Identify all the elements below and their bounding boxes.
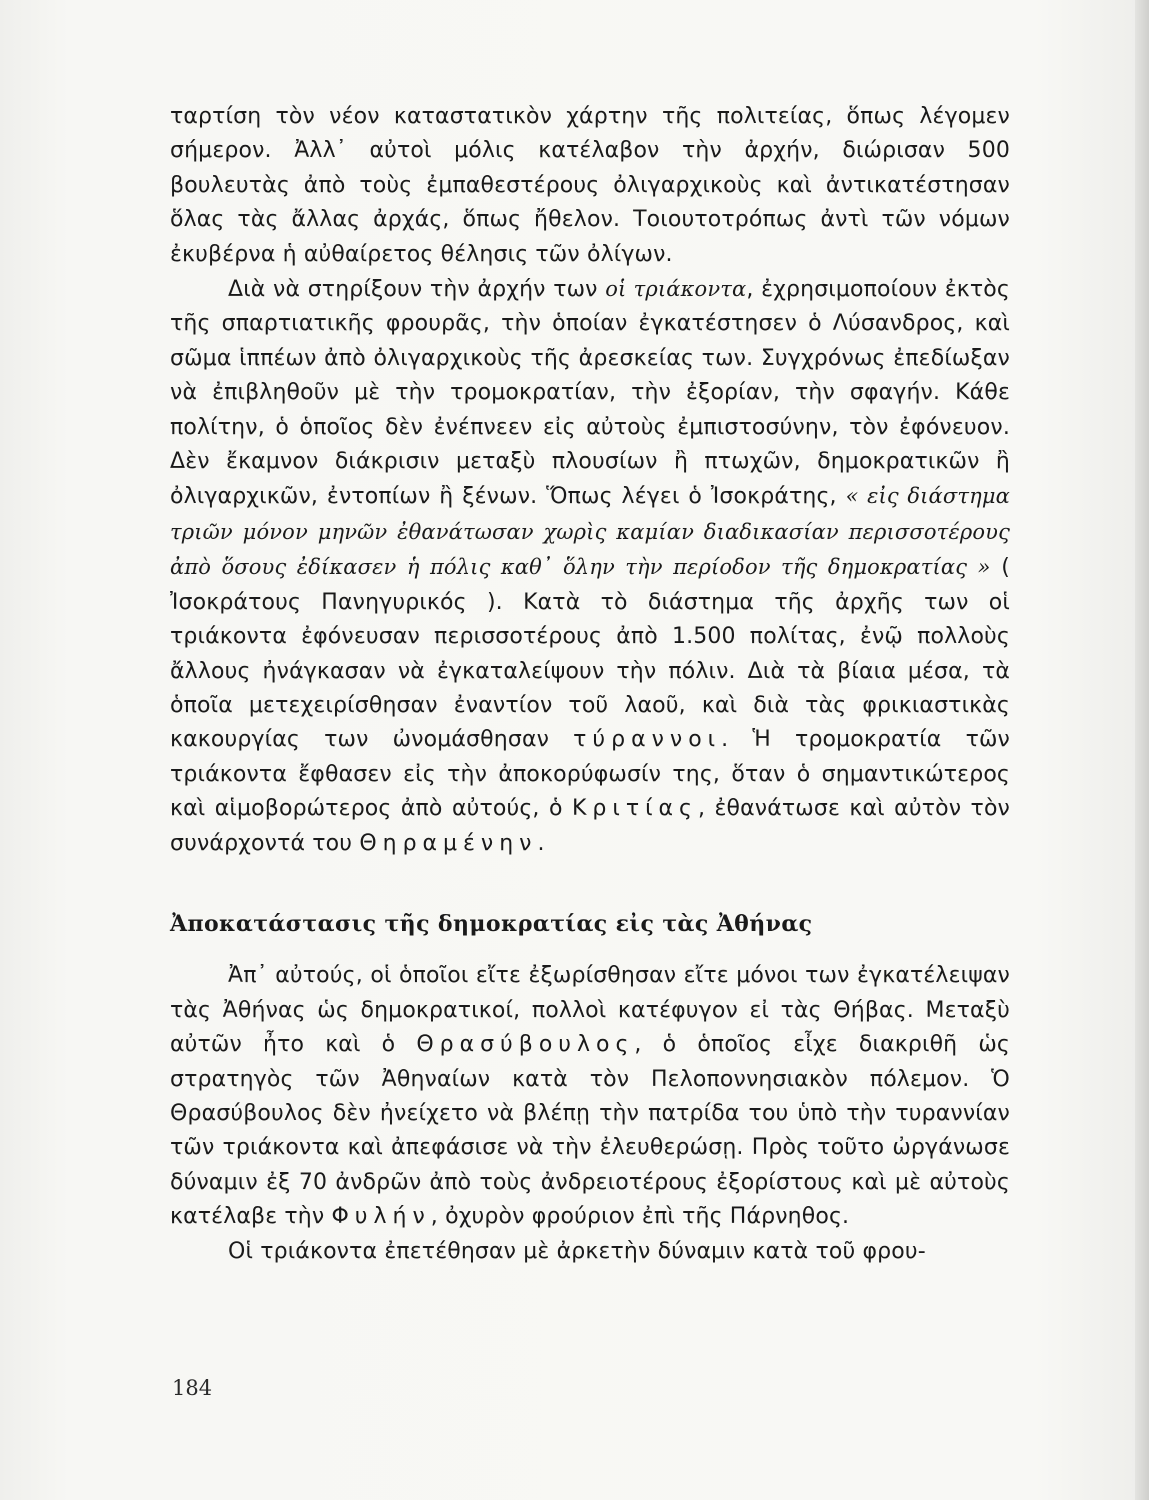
name-kritias: Κριτίας bbox=[572, 796, 698, 822]
paragraph-2-part-4: . Ἡ τρομοκρατία τῶν τριάκοντα ἔφθασεν εἰς τὴν ἀποκορύφωσίν της, ὅταν ὁ σημαντικώτερος καὶ αἱμοβορώτερος ἀπὸ αὐτούς, ὁ bbox=[170, 727, 1010, 822]
page-number: 184 bbox=[172, 1376, 213, 1400]
paragraph-1: ταρτίση τὸν νέον καταστατικὸν χάρτην τῆς πολιτείας, ὅπως λέγομεν σήμερον. Ἀλλ᾽ αὐτοὶ μόλις κατέλαβον τὴν ἀρχήν, διώρισαν 500 βουλευτὰς ἀπὸ τοὺς ἐμπαθεστέρους ὀλιγαρχικοὺς καὶ ἀντικατέστησαν ὅλας τὰς ἄλλας ἀρχάς, ὅπως ἤθελον. Τοιουτοτρόπως ἀντὶ τῶν νόμων ἐκυβέρνα ἡ αὐθαίρετος θέλησις τῶν ὀλίγων. bbox=[170, 104, 1010, 267]
paragraph-2-part-3: ( Ἰσοκράτους Πανηγυρικός ). Κατὰ τὸ διάστημα τῆς ἀρχῆς των οἱ τριάκοντα ἐφόνευσαν περισσοτέρους ἀπὸ 1.500 πολίτας, ἐνῷ πολλοὺς ἄλλους ἠνάγκασαν νὰ ἐγκαταλείψουν τὴν πόλιν. Διὰ τὰ βίαια μέσα, τὰ ὁποῖα μετεχειρίσθησαν ἐναντίον τοῦ λαοῦ, καὶ διὰ τὰς φρικιαστικὰς κακουργίας των ὠνομάσθησαν bbox=[170, 555, 1010, 753]
place-phyle: Φυλήν bbox=[331, 1204, 431, 1230]
isocrates-quote: « εἰς διάστημα τριῶν μόνον μηνῶν ἐθανάτωσαν χωρὶς καμίαν διαδικασίαν περισσοτέρους ἀπὸ ὅσους ἐδίκασεν ἡ πόλις καθ᾽ ὅλην τὴν περίοδον τῆς δημοκρατίας » bbox=[170, 484, 1010, 580]
section-heading: Ἀποκατάστασις τῆς δημοκρατίας εἰς τὰς Ἀθήνας bbox=[170, 910, 813, 937]
emphasis-thirty: οἱ τριάκοντα bbox=[605, 277, 747, 302]
page-edge bbox=[1135, 0, 1149, 1500]
paragraph-3 bbox=[170, 959, 1010, 1234]
main-text bbox=[170, 100, 1010, 1269]
paragraph-2 bbox=[170, 272, 1010, 861]
name-thrasybulus: Θρασύβουλος bbox=[416, 1032, 635, 1058]
name-theramenes: Θηραμένην bbox=[359, 830, 538, 856]
paragraph-2-part-6: . bbox=[537, 830, 545, 856]
paragraph-4: Οἱ τριάκοντα ἐπετέθησαν μὲ ἀρκετὴν δύναμιν κατὰ τοῦ φρου- bbox=[228, 1238, 926, 1264]
paragraph-3-part-1: Ἀπ᾽ αὐτούς, οἱ ὁποῖοι εἴτε ἐξωρίσθησαν εἴτε μόνοι των ἐγκατέλειψαν τὰς Ἀθήνας ὡς δημοκρατικοί, πολλοὶ κατέφυγον εἰ τὰς Θήβας. Μεταξὺ αὐτῶν ἦτο καὶ ὁ bbox=[170, 963, 1010, 1058]
paragraph-2-part-1: Διὰ νὰ στηρίξουν τὴν ἀρχήν των bbox=[228, 277, 606, 303]
paragraph-3-part-3: , ὀχυρὸν φρούριον ἐπὶ τῆς Πάρνηθος. bbox=[430, 1204, 850, 1230]
term-tyrants: τύραννοι bbox=[573, 727, 722, 753]
paragraph-2-part-5: , ἐθανάτωσε καὶ αὐτὸν τὸν συνάρχοντά του bbox=[170, 796, 1010, 856]
paragraph-3-part-2: , ὁ ὁποῖος εἶχε διακριθῆ ὡς στρατηγὸς τῶν Ἀθηναίων κατὰ τὸν Πελοποννησιακὸν πόλεμον. Ὁ Θρασύβουλος δὲν ἠνείχετο νὰ βλέπῃ τὴν πατρίδα του ὑπὸ τὴν τυραννίαν τῶν τριάκοντα καὶ ἀπεφάσισε νὰ τὴν ἐλευθερώσῃ. Πρὸς τοῦτο ὠργάνωσε δύναμιν ἐξ 70 ἀνδρῶν ἀπὸ τοὺς ἀνδρειοτέρους ἐξορίστους καὶ μὲ αὐτοὺς κατέλαβε τὴν bbox=[170, 1032, 1010, 1230]
paragraph-2-part-2: , ἐχρησιμοποίουν ἐκτὸς τῆς σπαρτιατικῆς φρουρᾶς, τὴν ὁποίαν ἐγκατέστησεν ὁ Λύσανδρος, καὶ σῶμα ἱππέων ἀπὸ ὀλιγαρχικοὺς τῆς ἀρεσκείας των. Συγχρόνως ἐπεδίωξαν νὰ ἐπιβληθοῦν μὲ τὴν τρομοκρατίαν, τὴν ἐξορίαν, τὴν σφαγήν. Κάθε πολίτην, ὁ ὁποῖος δὲν ἐνέπνεεν εἰς αὐτοὺς ἐμπιστοσύνην, τὸν ἐφόνευον. Δὲν ἔκαμνον διάκρισιν μεταξὺ πλουσίων ἢ πτωχῶν, δημοκρατικῶν ἢ ὀλιγαρχικῶν, ἐντοπίων ἢ ξένων. Ὅπως λέγει ὁ Ἰσοκράτης, bbox=[170, 277, 1010, 510]
